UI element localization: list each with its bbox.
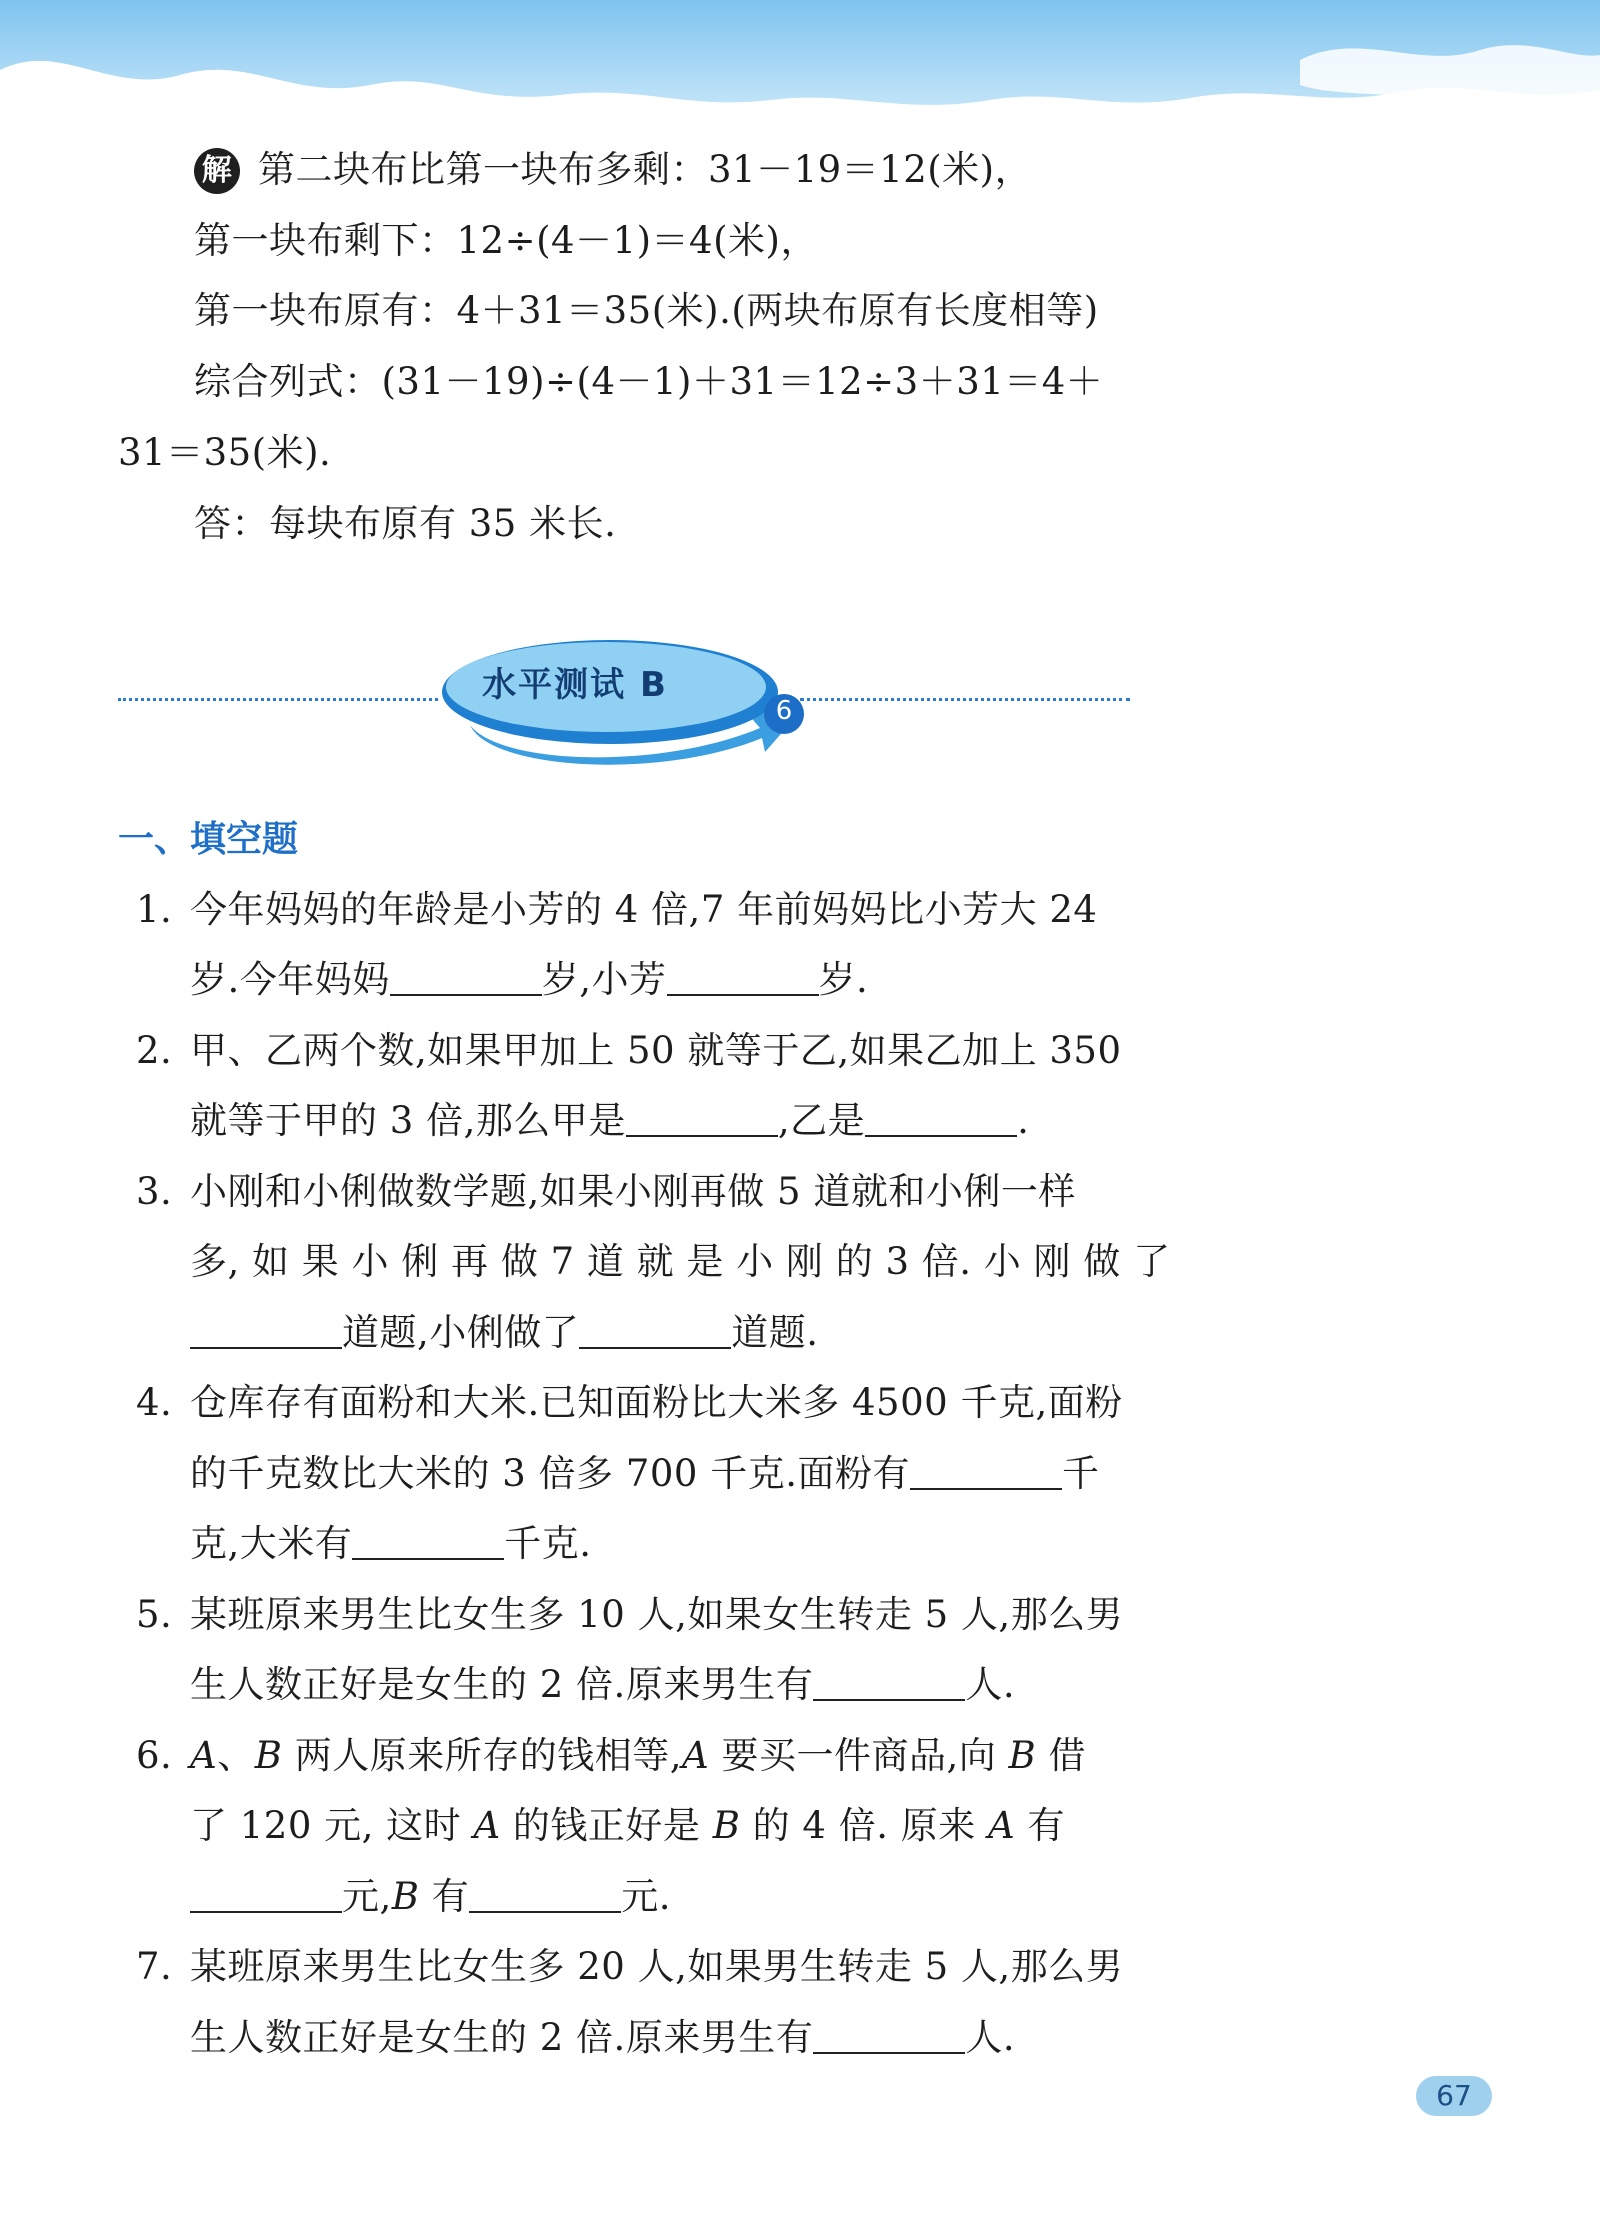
question-6-line-3: 元,B 有 元. (190, 1872, 671, 1922)
answer-blank[interactable] (190, 1309, 342, 1349)
question-3-line-1: 3. 小刚和小俐做数学题,如果小刚再做 5 道就和小俐一样 (136, 1170, 1076, 1213)
question-5-line-2: 生人数正好是女生的 2 倍.原来男生有 人. (190, 1663, 1016, 1706)
page-number: 67 (1416, 2076, 1492, 2116)
question-1-line-2: 岁.今年妈妈 岁,小芳 岁. (190, 958, 869, 1001)
solution-answer: 答：每块布原有 35 米长. (194, 502, 617, 545)
question-4-line-1: 4. 仓库存有面粉和大米.已知面粉比大米多 4500 千克,面粉 (136, 1381, 1123, 1424)
question-6-line-1: 6. A、B 两人原来所存的钱相等,A 要买一件商品,向 B 借 (136, 1734, 1086, 1777)
solution-line-5: 31＝35(米). (118, 431, 332, 474)
answer-blank[interactable] (910, 1450, 1062, 1490)
answer-blank[interactable] (579, 1309, 731, 1349)
question-7-line-1: 7. 某班原来男生比女生多 20 人,如果男生转走 5 人,那么男 (136, 1945, 1124, 1988)
banner-number: 6 (775, 696, 793, 726)
solution-line-4: 综合列式：(31－19)÷(4－1)＋31＝12÷3＋31＝4＋ (194, 360, 1104, 403)
sky-cloud-header (0, 0, 1600, 140)
solution-badge: 解 (194, 148, 240, 194)
solution-line-2: 第一块布剩下：12÷(4－1)＝4(米)， (194, 219, 818, 262)
question-3-line-3: 道题,小俐做了 道题. (190, 1308, 819, 1358)
question-6-line-2: 了 120 元, 这时 A 的钱正好是 B 的 4 倍. 原来 A 有 (190, 1804, 1066, 1847)
answer-blank[interactable] (813, 1661, 965, 1701)
question-7-line-2: 生人数正好是女生的 2 倍.原来男生有 人. (190, 2016, 1016, 2059)
solution-line-1: 解 第二块布比第一块布多剩：31－19＝12(米)， (194, 145, 1032, 195)
answer-blank[interactable] (469, 1873, 621, 1913)
answer-blank[interactable] (190, 1873, 342, 1913)
section-title: 一、填空题 (118, 819, 299, 860)
question-4-line-2: 的千克数比大米的 3 倍多 700 千克.面粉有 千 (190, 1452, 1100, 1495)
question-4-line-3: 克,大米有 千克. (190, 1522, 592, 1565)
answer-blank[interactable] (626, 1097, 778, 1137)
question-1-line-1: 1. 今年妈妈的年龄是小芳的 4 倍,7 年前妈妈比小芳大 24 (136, 888, 1098, 931)
divider-right (800, 698, 1130, 701)
solution-line-3: 第一块布原有：4＋31＝35(米).(两块布原有长度相等) (194, 289, 1099, 332)
banner-title: 水平测试 B (482, 665, 668, 705)
answer-blank[interactable] (813, 2014, 965, 2054)
divider-left (118, 698, 438, 701)
answer-blank[interactable] (390, 956, 542, 996)
answer-blank[interactable] (667, 956, 819, 996)
question-3-line-2: 多, 如 果 小 俐 再 做 7 道 就 是 小 刚 的 3 倍. 小 刚 做 了 (190, 1240, 1171, 1283)
question-2-line-1: 2. 甲、乙两个数,如果甲加上 50 就等于乙,如果乙加上 350 (136, 1029, 1122, 1072)
answer-blank[interactable] (865, 1097, 1017, 1137)
question-2-line-2: 就等于甲的 3 倍,那么甲是 ,乙是 . (190, 1099, 1030, 1142)
answer-blank[interactable] (352, 1520, 504, 1560)
question-5-line-1: 5. 某班原来男生比女生多 10 人,如果女生转走 5 人,那么男 (136, 1593, 1124, 1636)
